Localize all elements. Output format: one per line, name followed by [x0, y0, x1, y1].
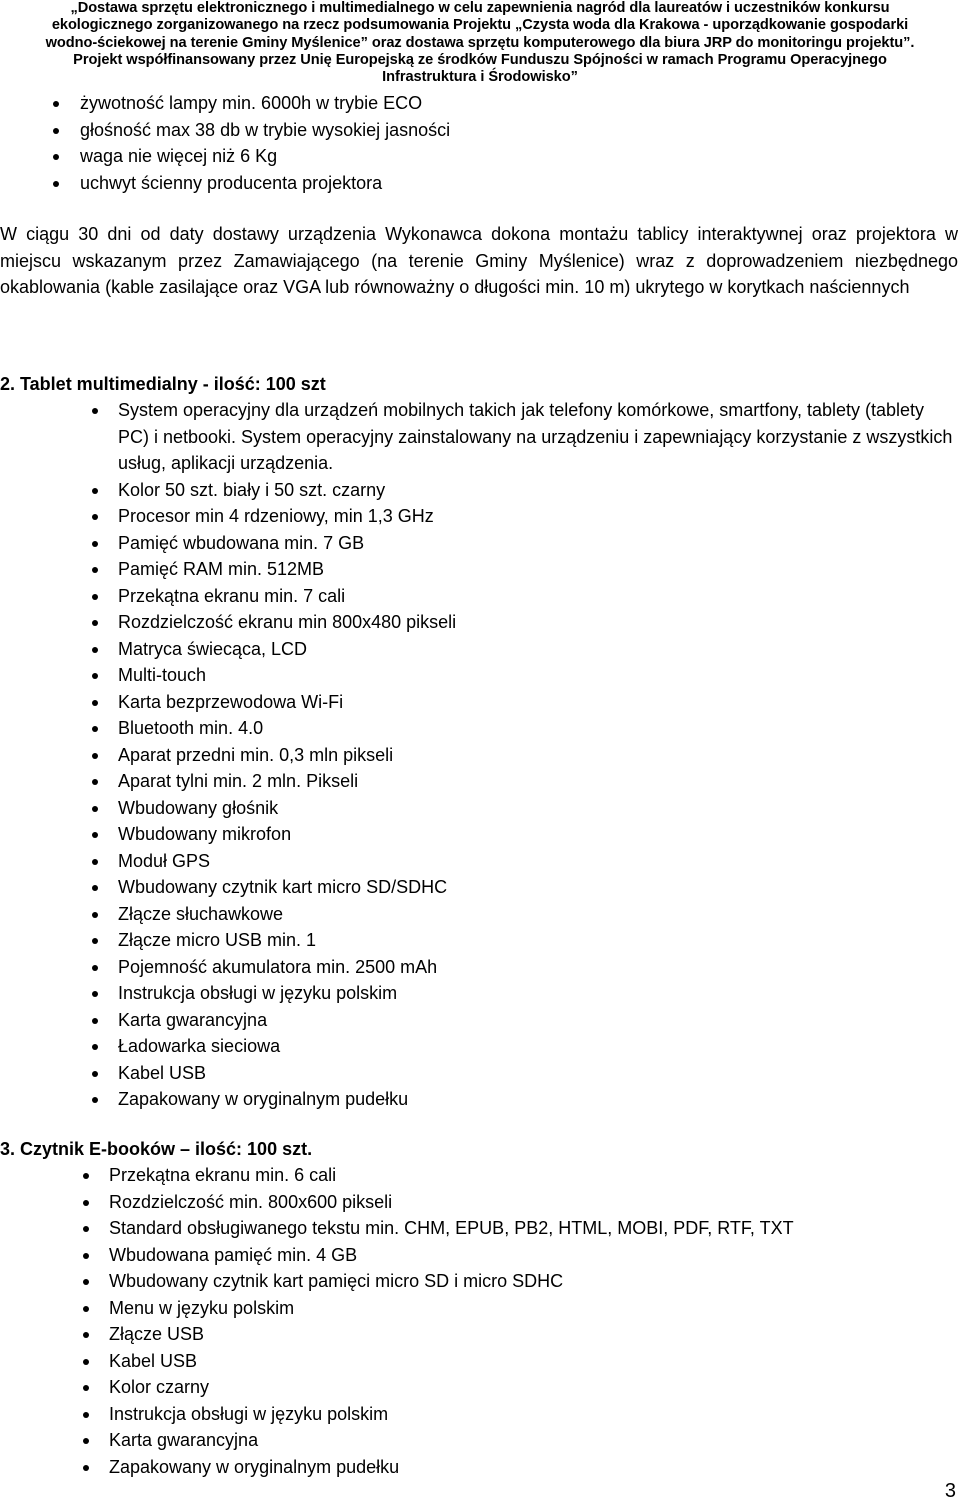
bullet-icon: [92, 859, 98, 865]
list-item: Pamięć wbudowana min. 7 GB: [0, 530, 960, 557]
bullet-icon: [83, 1359, 89, 1365]
bullet-icon: [92, 647, 98, 653]
bullet-icon: [53, 101, 59, 107]
list-item: Wbudowany czytnik kart micro SD/SDHC: [0, 874, 960, 901]
list-item: Procesor min 4 rdzeniowy, min 1,3 GHz: [0, 503, 960, 530]
list-item: żywotność lampy min. 6000h w trybie ECO: [0, 90, 960, 117]
list-item: Karta gwarancyjna: [0, 1427, 960, 1454]
bullet-icon: [83, 1412, 89, 1418]
bullet-icon: [83, 1306, 89, 1312]
list-item: Instrukcja obsługi w języku polskim: [0, 1401, 960, 1428]
bullet-icon: [92, 567, 98, 573]
list-item: Matryca świecąca, LCD: [0, 636, 960, 663]
bullet-icon: [92, 991, 98, 997]
list-item: Moduł GPS: [0, 848, 960, 875]
list-item: Kabel USB: [0, 1060, 960, 1087]
ebook-reader-spec-list: [0, 1162, 960, 1480]
list-item: Aparat przedni min. 0,3 mln pikseli: [0, 742, 960, 769]
list-item: waga nie więcej niż 6 Kg: [0, 143, 960, 170]
bullet-icon: [92, 885, 98, 891]
header-line: „Dostawa sprzętu elektronicznego i multimedialnego w celu zapewnienia nagród dla laureatów i uczestników konkursu: [70, 0, 890, 16]
list-item: Multi-touch: [0, 662, 960, 689]
bullet-icon: [92, 1018, 98, 1024]
list-item: uchwyt ścienny producenta projektora: [0, 170, 960, 197]
header-line: wodno-ściekowej na terenie Gminy Myślenice” oraz dostawa sprzętu komputerowego dla biura JRP do monitoringu projektu”.: [45, 34, 915, 51]
bullet-icon: [92, 541, 98, 547]
list-item: Kabel USB: [0, 1348, 960, 1375]
bullet-icon: [92, 408, 98, 414]
section-title-tablet: 2. Tablet multimedialny - ilość: 100 szt: [0, 374, 326, 394]
bullet-icon: [92, 514, 98, 520]
list-item: Pamięć RAM min. 512MB: [0, 556, 960, 583]
document-header: [0, 0, 960, 86]
list-item: Kolor czarny: [0, 1374, 960, 1401]
bullet-icon: [92, 753, 98, 759]
tablet-spec-list: [0, 397, 960, 1113]
bullet-icon: [92, 726, 98, 732]
projector-spec-list: [0, 90, 960, 196]
list-item: Wbudowana pamięć min. 4 GB: [0, 1242, 960, 1269]
list-item: Karta bezprzewodowa Wi-Fi: [0, 689, 960, 716]
bullet-icon: [92, 832, 98, 838]
list-item: Ładowarka sieciowa: [0, 1033, 960, 1060]
list-item: Złącze słuchawkowe: [0, 901, 960, 928]
bullet-icon: [92, 912, 98, 918]
header-line: Infrastruktura i Środowisko”: [382, 69, 578, 86]
bullet-icon: [83, 1200, 89, 1206]
list-item: Karta gwarancyjna: [0, 1007, 960, 1034]
page-number: 3: [944, 1480, 956, 1502]
list-item: Menu w języku polskim: [0, 1295, 960, 1322]
list-item: Wbudowany czytnik kart pamięci micro SD i micro SDHC: [0, 1268, 960, 1295]
installation-paragraph: W ciągu 30 dni od daty dostawy urządzenia Wykonawca dokona montażu tablicy interaktywnej oraz projektora w miejscu wskazanym przez Zamawiającego (na terenie Gminy Myślenice) wraz z doprowadzeniem niezbędnego okablowania (kable zasilające oraz VGA lub równoważny o długości min. 10 m) ukrytego w korytkach naściennych: [0, 224, 958, 298]
list-item: Przekątna ekranu min. 7 cali: [0, 583, 960, 610]
bullet-icon: [92, 965, 98, 971]
list-item: Złącze USB: [0, 1321, 960, 1348]
bullet-icon: [92, 594, 98, 600]
bullet-icon: [92, 779, 98, 785]
bullet-icon: [92, 1044, 98, 1050]
bullet-icon: [83, 1253, 89, 1259]
bullet-icon: [92, 806, 98, 812]
bullet-icon: [83, 1438, 89, 1444]
bullet-icon: [83, 1332, 89, 1338]
list-item: Aparat tylni min. 2 mln. Pikseli: [0, 768, 960, 795]
bullet-icon: [53, 181, 59, 187]
list-item: Złącze micro USB min. 1: [0, 927, 960, 954]
section-title-ebook-reader: 3. Czytnik E-booków – ilość: 100 szt.: [0, 1139, 313, 1159]
bullet-icon: [83, 1385, 89, 1391]
bullet-icon: [92, 620, 98, 626]
list-item: głośność max 38 db w trybie wysokiej jasności: [0, 117, 960, 144]
bullet-icon: [92, 673, 98, 679]
list-item: Pojemność akumulatora min. 2500 mAh: [0, 954, 960, 981]
list-item: Instrukcja obsługi w języku polskim: [0, 980, 960, 1007]
header-line: Projekt współfinansowany przez Unię Europejską ze środków Funduszu Spójności w ramach Programu Operacyjnego: [73, 51, 887, 68]
bullet-icon: [83, 1465, 89, 1471]
bullet-icon: [92, 488, 98, 494]
bullet-icon: [92, 1097, 98, 1103]
bullet-icon: [53, 128, 59, 134]
list-item: Przekątna ekranu min. 6 cali: [0, 1162, 960, 1189]
list-item: Wbudowany głośnik: [0, 795, 960, 822]
bullet-icon: [83, 1173, 89, 1179]
bullet-icon: [83, 1279, 89, 1285]
bullet-icon: [92, 1071, 98, 1077]
list-item: Rozdzielczość min. 800x600 pikseli: [0, 1189, 960, 1216]
list-item: Kolor 50 szt. biały i 50 szt. czarny: [0, 477, 960, 504]
bullet-icon: [92, 700, 98, 706]
list-item: Standard obsługiwanego tekstu min. CHM, EPUB, PB2, HTML, MOBI, PDF, RTF, TXT: [0, 1215, 960, 1242]
bullet-icon: [92, 938, 98, 944]
list-item: Bluetooth min. 4.0: [0, 715, 960, 742]
list-item: System operacyjny dla urządzeń mobilnych takich jak telefony komórkowe, smartfony, tablety (tablety PC) i netbooki. System operacyjny zainstalowany na urządzeniu i zapewniający korzystanie z wszystkich usług, aplikacji urządzenia.: [0, 397, 960, 477]
bullet-icon: [83, 1226, 89, 1232]
header-line: ekologicznego zorganizowanego na rzecz podsumowania Projektu „Czysta woda dla Krakowa - uporządkowanie gospodarki: [51, 17, 909, 34]
list-item: Wbudowany mikrofon: [0, 821, 960, 848]
list-item: Rozdzielczość ekranu min 800x480 pikseli: [0, 609, 960, 636]
list-item: Zapakowany w oryginalnym pudełku: [0, 1454, 960, 1481]
list-item: Zapakowany w oryginalnym pudełku: [0, 1086, 960, 1113]
bullet-icon: [53, 154, 59, 160]
